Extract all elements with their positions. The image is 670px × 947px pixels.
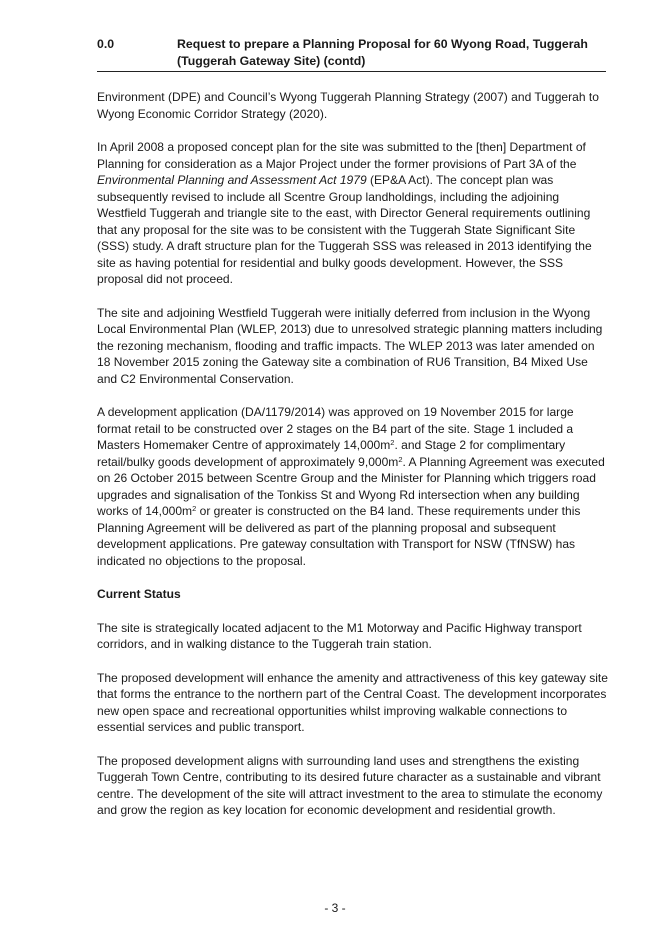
page-header — [97, 36, 606, 70]
header-divider — [97, 71, 606, 72]
paragraph-1: Environment (DPE) and Council’s Wyong Tuggerah Planning Strategy (2007) and Tuggerah to Wyong Economic Corridor Strategy (2020). — [97, 90, 599, 121]
p4-text-a: A development application (DA/1179/2014) was approved on 19 November 2015 for large format retail to be constructed over 2 stages on the B4 part of the site. Stage 1 included a Masters Homemaker Centre of approximately 14,000m — [97, 405, 574, 452]
section-number: 0.0 — [97, 37, 115, 51]
superscript-3: 2 — [192, 504, 197, 513]
section-title: Request to prepare a Planning Proposal for 60 Wyong Road, Tuggerah (Tuggerah Gateway Site) (contd) — [177, 37, 588, 68]
paragraph-7: The proposed development aligns with surrounding land uses and strengthens the existing Tuggerah Town Centre, contributing to its desired future character as a sustainable and vibrant centre. The development of the site will attract investment to the area to stimulate the economy and grow the region as key location for economic development and residential growth. — [97, 753, 603, 817]
heading-current-status: Current Status — [97, 587, 181, 601]
superscript-2: 2 — [398, 454, 403, 464]
superscript-1: 2 — [390, 438, 395, 447]
act-title: Environmental Planning and Assessment Act 1979 — [97, 173, 367, 187]
p2-text-a: In April 2008 a proposed concept plan for the site was submitted to the [then] Department of Planning for consideration as a Major Project under the former provisions of Part 3A of the — [97, 140, 586, 171]
p4-text-c: . A Planning Agreement was executed on 26 October 2015 between Scentre Group and the Minister for Planning which triggers road upgrades and signalisation of the Tonkiss St and Wyong Rd intersection when any building works of 14,000m — [97, 454, 605, 518]
page-number: - 3 - — [324, 901, 346, 915]
header-row — [97, 36, 606, 70]
p4-text-b: . and Stage 2 for complimentary retail/bulky goods development of approximately 9,000m — [97, 438, 566, 469]
paragraph-2 — [97, 139, 609, 288]
p2-text-b: (EP&A Act). The concept plan was subsequently revised to include all Scentre Group landholdings, including the adjoining Westfield Tuggerah and triangle site to the east, with Director General requirements outlining that any proposal for the site was to be consistent with the Tuggerah State Significant Site (SSS) study. A draft structure plan for the Tuggerah SSS was released in 2013 identifying the site as having potential for residential and bulky goods development. However, the SSS proposal did not proceed. — [97, 173, 592, 286]
paragraph-6: The proposed development will enhance the amenity and attractiveness of this key gateway site that forms the entrance to the northern part of the Central Coast. The development incorporates new open space and recreational opportunities whilst improving walkable connections to essential services and public transport. — [97, 670, 608, 734]
paragraph-4 — [97, 404, 609, 569]
p4-text-d: or greater is constructed on the B4 land. These requirements under this Planning Agreement will be delivered as part of the planning proposal and subsequent development applications. Pre gateway consultation with Transport for NSW (TfNSW) has indicated no objections to the proposal. — [97, 504, 581, 568]
document-body — [97, 89, 609, 836]
paragraph-3: The site and adjoining Westfield Tuggerah were initially deferred from inclusion in the Wyong Local Environmental Plan (WLEP, 2013) due to unresolved strategic planning matters including the rezoning mechanism, flooding and traffic impacts. The WLEP 2013 was later amended on 18 November 2015 zoning the Gateway site a combination of RU6 Transition, B4 Mixed Use and C2 Environmental Conservation. — [97, 305, 603, 386]
paragraph-5: The site is strategically located adjacent to the M1 Motorway and Pacific Highway transport corridors, and in walking distance to the Tuggerah train station. — [97, 620, 582, 651]
